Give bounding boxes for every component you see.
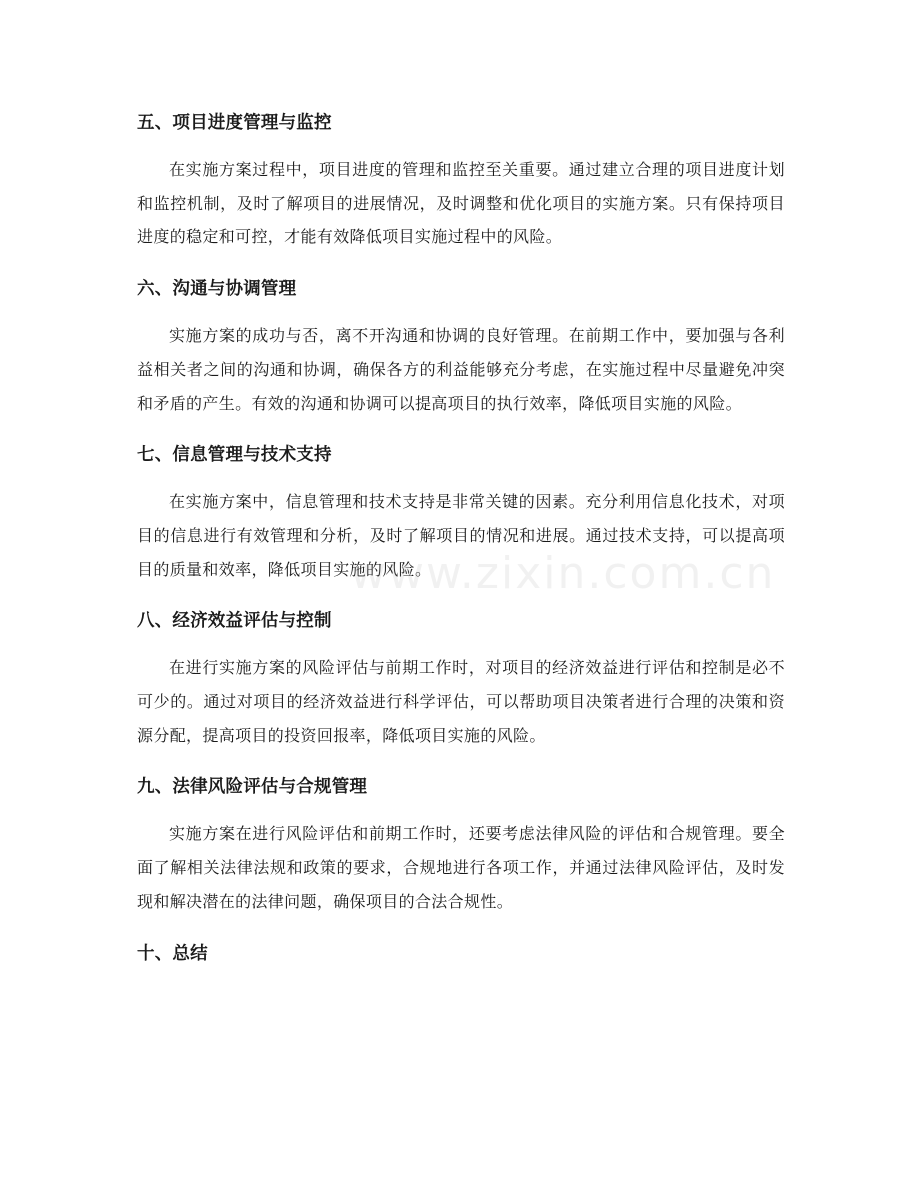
- section-6: [137, 264, 785, 420]
- section-8: [137, 596, 785, 752]
- section-paragraph: 实施方案在进行风险评估和前期工作时，还要考虑法律风险的评估和合规管理。要全面了解相关法律法规和政策的要求，合规地进行各项工作，并通过法律风险评估，及时发现和解决潜在的法律问题，确保项目的合法合规性。: [137, 824, 785, 911]
- watermark: www.zixin.com.cn: [350, 548, 776, 599]
- document-body: [137, 98, 785, 979]
- section-paragraph: 在进行实施方案的风险评估与前期工作时，对项目的经济效益进行评估和控制是必不可少的。通过对项目的经济效益进行科学评估，可以帮助项目决策者进行合理的决策和资源分配，提高项目的投资回报率，降低项目实施的风险。: [137, 658, 785, 745]
- section-heading: 十、总结: [137, 943, 208, 964]
- section-5: [137, 98, 785, 254]
- section-paragraph: 在实施方案过程中，项目进度的管理和监控至关重要。通过建立合理的项目进度计划和监控机制，及时了解项目的进展情况，及时调整和优化项目的实施方案。只有保持项目进度的稳定和可控，才能有效降低项目实施过程中的风险。: [137, 160, 785, 247]
- section-7: [137, 430, 785, 586]
- section-heading: 五、项目进度管理与监控: [137, 113, 332, 133]
- section-9: [137, 762, 785, 918]
- section-heading: 七、信息管理与技术支持: [137, 445, 332, 466]
- section-heading: 六、沟通与协调管理: [137, 279, 297, 300]
- section-paragraph: 在实施方案中，信息管理和技术支持是非常关键的因素。充分利用信息化技术，对项目的信息进行有效管理和分析，及时了解项目的情况和进展。通过技术支持，可以提高项目的质量和效率，降低项目实施的风险。: [137, 492, 785, 579]
- section-heading: 八、经济效益评估与控制: [137, 611, 332, 632]
- section-10: [137, 929, 785, 979]
- section-paragraph: 实施方案的成功与否，离不开沟通和协调的良好管理。在前期工作中，要加强与各利益相关者之间的沟通和协调，确保各方的利益能够充分考虑，在实施过程中尽量避免冲突和矛盾的产生。有效的沟通和协调可以提高项目的执行效率，降低项目实施的风险。: [137, 326, 785, 413]
- section-heading: 九、法律风险评估与合规管理: [137, 777, 368, 798]
